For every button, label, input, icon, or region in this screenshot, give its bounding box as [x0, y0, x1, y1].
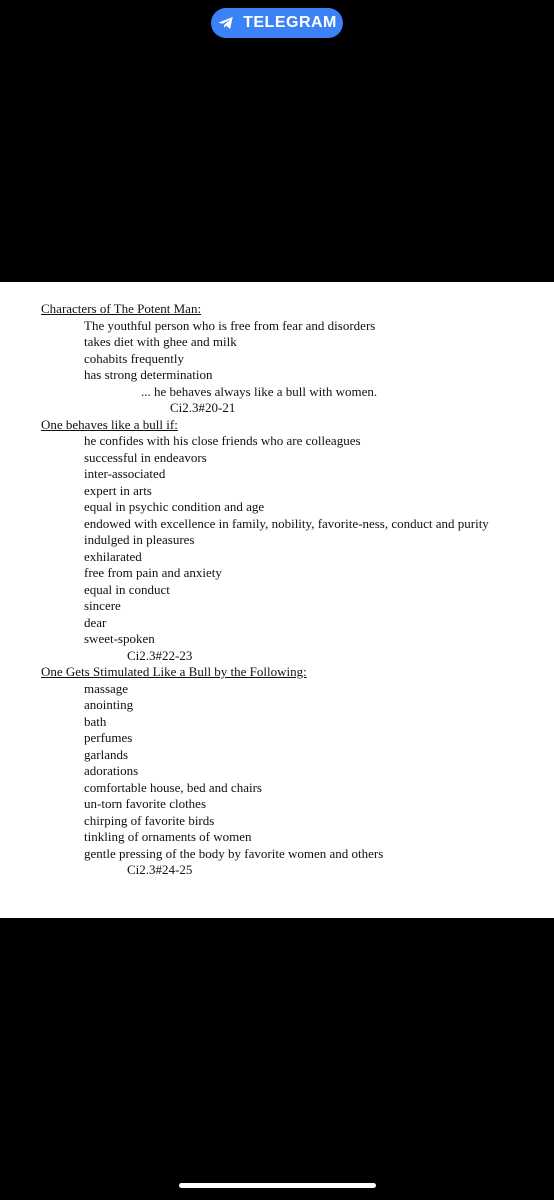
list-item: bath [84, 714, 107, 729]
list-item: equal in conduct [84, 582, 170, 597]
list-item: chirping of favorite birds [84, 813, 215, 828]
list-item: he confides with his close friends who are colleagues [84, 433, 361, 448]
list-item: tinkling of ornaments of women [84, 829, 252, 844]
telegram-icon [217, 14, 235, 32]
home-indicator[interactable] [179, 1183, 376, 1188]
list-item: expert in arts [84, 483, 152, 498]
list-item: perfumes [84, 730, 133, 745]
list-item: takes diet with ghee and milk [84, 334, 237, 349]
list-item: endowed with excellence in family, nobility, favorite-ness, conduct and purity [84, 516, 489, 531]
list-item: un-torn favorite clothes [84, 796, 207, 811]
list-item: dear [84, 615, 107, 630]
list-item: comfortable house, bed and chairs [84, 780, 262, 795]
telegram-button[interactable] [211, 8, 343, 38]
list-item: successful in endeavors [84, 450, 207, 465]
section-heading-potent-man: Characters of The Potent Man: [41, 301, 202, 316]
list-item: gentle pressing of the body by favorite women and others [84, 846, 384, 861]
list-item: inter-associated [84, 466, 166, 481]
list-item: exhilarated [84, 549, 142, 564]
reference: Ci2.3#20-21 [170, 400, 236, 415]
reference: Ci2.3#22-23 [127, 648, 193, 663]
list-item: cohabits frequently [84, 351, 184, 366]
reference: Ci2.3#24-25 [127, 862, 193, 877]
list-item: free from pain and anxiety [84, 565, 222, 580]
list-item: equal in psychic condition and age [84, 499, 265, 514]
section-heading-stimulated: One Gets Stimulated Like a Bull by the Following: [41, 664, 307, 679]
list-item: adorations [84, 763, 139, 778]
document-page [0, 282, 554, 918]
list-item: garlands [84, 747, 129, 762]
list-item: indulged in pleasures [84, 532, 195, 547]
list-item: The youthful person who is free from fear and disorders [84, 318, 376, 333]
telegram-label: TELEGRAM [243, 14, 337, 31]
section-heading-behaves-like-bull: One behaves like a bull if: [41, 417, 178, 432]
list-item: anointing [84, 697, 134, 712]
section-conclusion: ... he behaves always like a bull with women. [141, 384, 378, 399]
list-item: sweet-spoken [84, 631, 155, 646]
list-item: has strong determination [84, 367, 213, 382]
list-item: sincere [84, 598, 121, 613]
list-item: massage [84, 681, 129, 696]
